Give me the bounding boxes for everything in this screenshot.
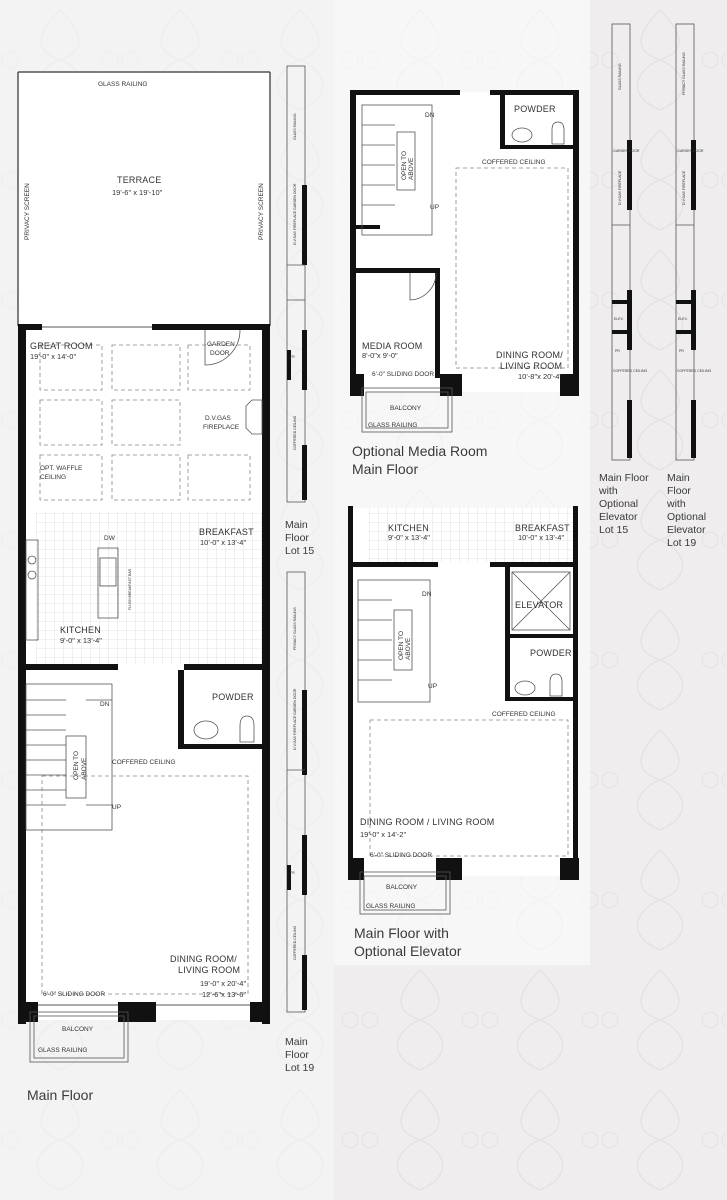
elev15-label-fireplace: D.V.GAS FIREPLACE [618, 170, 622, 205]
lot19-caption-1: Main [285, 1036, 308, 1048]
media-dining-name-2: LIVING ROOM [500, 361, 563, 371]
elev-caption-2: Optional Elevator [354, 943, 462, 959]
media-room-name: MEDIA ROOM [362, 341, 423, 351]
lot19-label-railing: PRIVACY GLASS RAILING [293, 607, 297, 650]
elev-kitchen-name: KITCHEN [388, 523, 429, 533]
media-dining-dims: 10'-8"x 20'-4" [518, 372, 563, 381]
elev-open-1: OPEN TO [398, 630, 405, 660]
elev15-label-pr: PR [615, 349, 620, 353]
lot19-label-fr: FR [290, 871, 295, 875]
terrace-area [18, 72, 270, 326]
elev15-caption-5: Lot 15 [599, 524, 629, 536]
fireplace-label-2: FIREPLACE [203, 424, 240, 431]
great-room-dims: 19'-0" x 14'-0" [30, 352, 77, 361]
lot15-label-garden-door: GARDEN DOOR [293, 183, 297, 210]
sliding-door-label: 6'-0" SLIDING DOOR [43, 991, 106, 998]
elev15-caption-4: Elevator [599, 511, 638, 523]
lot19-label-fireplace: D.V.GAS FIREPLACE [293, 715, 297, 750]
breakfast-dims: 10'-0" x 13'-4" [200, 538, 247, 547]
lot15-label-fr: FR [290, 355, 295, 359]
breakfast-bar-label: FLUSH BREAKFAST BAR [128, 568, 132, 610]
garden-door-label-1: GARDEN [207, 341, 235, 348]
garden-door-label-2: DOOR [210, 350, 230, 357]
lot15-caption-1: Main [285, 519, 308, 531]
elev-caption-1: Main Floor with [354, 925, 449, 941]
privacy-screen-right: PRIVACY SCREEN [258, 183, 265, 240]
media-sliding-door: 6'-0" SLIDING DOOR [372, 371, 435, 378]
elev19-caption-1: Main [667, 472, 690, 484]
elev15-caption-2: with [599, 485, 618, 497]
terrace-railing-label: GLASS RAILING [98, 81, 148, 88]
coffered-ceiling-label: COFFERED CEILING [112, 759, 176, 766]
media-caption-1: Optional Media Room [352, 443, 488, 459]
open-to-above-2: ABOVE [81, 757, 88, 780]
dining-dims-2: 12'-6"x 13'-6" [202, 990, 247, 999]
elev-up-label: UP [428, 683, 438, 690]
dining-name-2: LIVING ROOM [178, 965, 241, 975]
elev-kitchen-dims: 9'-0" x 13'-4" [388, 533, 430, 542]
terrace-name: TERRACE [117, 175, 162, 185]
lot19-caption-2: Floor [285, 1049, 309, 1061]
media-up-label: UP [430, 204, 440, 211]
media-open-1: OPEN TO [401, 150, 408, 180]
dining-name-1: DINING ROOM/ [170, 954, 237, 964]
elev19-caption-5: Elevator [667, 524, 706, 536]
elev15-caption-1: Main Floor [599, 472, 649, 484]
breakfast-name: BREAKFAST [199, 527, 254, 537]
lot15-label-coffered: COFFERED CEILING [293, 415, 297, 450]
stairs-up-label: UP [112, 804, 122, 811]
lot15-caption-3: Lot 15 [285, 545, 315, 557]
elev-breakfast-name: BREAKFAST [515, 523, 570, 533]
dishwasher-label: DW [104, 535, 115, 542]
elev19-caption-3: with [667, 498, 686, 510]
elev19-label-fireplace: D.V.GAS FIREPLACE [682, 170, 686, 205]
lot15-label-fireplace: D.V.GAS FIREPLACE [293, 210, 297, 245]
waffle-label-1: OPT. WAFFLE [40, 465, 83, 472]
elev19-caption-2: Floor [667, 485, 691, 497]
media-coffered-label: COFFERED CEILING [482, 159, 546, 166]
elev19-label-railing: PRIVACY GLASS RAILING [682, 52, 686, 95]
open-to-above-1: OPEN TO [73, 750, 80, 780]
main-floor-plan [18, 72, 270, 1062]
elev19-label-pr: PR [679, 349, 684, 353]
media-railing-label: GLASS RAILING [368, 422, 418, 429]
elev-balcony-label: BALCONY [386, 884, 418, 891]
elev19-label-garden-door: GARDEN DOOR [677, 149, 704, 153]
dining-dims-1: 19'-0" x 20'-4" [200, 979, 247, 988]
terrace-dims: 19'-6" x 19'-10" [112, 188, 163, 197]
stairs-dn-label: DN [100, 701, 110, 708]
great-room-name: GREAT ROOM [30, 341, 93, 351]
elev-sliding-door: 6'-0" SLIDING DOOR [370, 852, 433, 859]
lot15-caption-2: Floor [285, 532, 309, 544]
elev-dn-label: DN [422, 591, 432, 598]
elev19-caption-6: Lot 19 [667, 537, 697, 549]
media-powder-name: POWDER [514, 104, 556, 114]
elev19-label-coffered: COFFERED CEILING [677, 369, 712, 373]
elev-railing-label: GLASS RAILING [366, 903, 416, 910]
powder-name: POWDER [212, 692, 254, 702]
media-dn-label: DN [425, 112, 435, 119]
lot15-label-railing: GLASS RAILING [293, 113, 297, 140]
media-room-dims: 8'-0"x 9'-0" [362, 351, 398, 360]
kitchen-dims: 9'-0" x 13'-4" [60, 636, 102, 645]
balcony-railing-label: GLASS RAILING [38, 1047, 88, 1054]
lot19-label-garden-door: GARDEN DOOR [293, 688, 297, 715]
media-open-2: ABOVE [408, 157, 415, 180]
elev-open-2: ABOVE [405, 637, 412, 660]
elev15-label-garden-door: GARDEN DOOR [613, 149, 640, 153]
balcony-label: BALCONY [62, 1026, 94, 1033]
elev15-label-coffered: COFFERED CEILING [613, 369, 648, 373]
media-dining-name-1: DINING ROOM/ [496, 350, 563, 360]
elev-coffered-label: COFFERED CEILING [492, 711, 556, 718]
media-balcony-label: BALCONY [390, 405, 422, 412]
privacy-screen-left: PRIVACY SCREEN [24, 183, 31, 240]
main-floor-caption: Main Floor [27, 1087, 94, 1103]
elev15-label-elev: ELEV. [614, 317, 624, 321]
kitchen-name: KITCHEN [60, 625, 101, 635]
media-caption-2: Main Floor [352, 461, 419, 477]
elev-dining-name: DINING ROOM / LIVING ROOM [360, 817, 495, 827]
elev-powder-name: POWDER [530, 648, 572, 658]
elev19-label-elev: ELEV. [678, 317, 688, 321]
elevator-name: ELEVATOR [515, 600, 564, 610]
lot19-label-coffered: COFFERED CEILING [293, 925, 297, 960]
elev-dining-dims: 19'-0" x 14'-2" [360, 830, 407, 839]
fireplace-label-1: D.V.GAS [205, 415, 231, 422]
lot19-caption-3: Lot 19 [285, 1062, 315, 1074]
elev-breakfast-dims: 10'-0" x 13'-4" [518, 533, 565, 542]
elev19-caption-4: Optional [667, 511, 707, 523]
elev15-label-railing: GLASS RAILING [618, 63, 622, 90]
elev15-caption-3: Optional [599, 498, 639, 510]
waffle-label-2: CEILING [40, 474, 67, 481]
